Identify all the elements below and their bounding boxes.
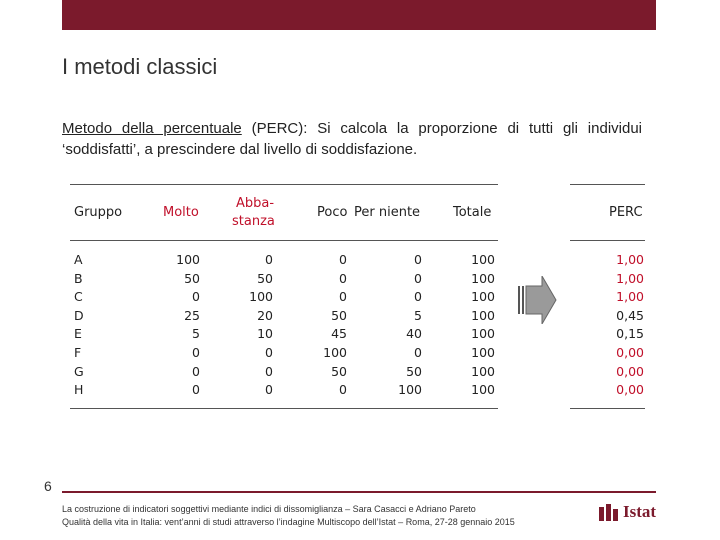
table-bottom-rule	[70, 408, 498, 409]
header-molto: Molto	[163, 205, 199, 220]
cell-abbastanza: 0	[265, 345, 273, 360]
description-line2: individui ‘soddisfatti’, a prescindere dal livello di soddisfazione.	[62, 120, 642, 158]
cell-gruppo: H	[74, 382, 84, 398]
cell-gruppo: E	[74, 326, 82, 342]
header-perc: PERC	[609, 205, 643, 220]
table-top-rule	[70, 184, 498, 185]
header-per-niente: Per niente	[354, 205, 421, 220]
cell-totale: 100	[471, 270, 495, 286]
cell-abbastanza: 20	[257, 307, 273, 323]
cell-abbastanza: 50	[257, 270, 273, 286]
cell-gruppo: A	[74, 252, 83, 267]
cell-totale: 100	[471, 252, 495, 267]
header-gruppo: Gruppo	[74, 205, 123, 220]
istat-logo-icon	[599, 503, 619, 521]
cell-poco: 50	[331, 307, 347, 323]
cell-totale: 100	[471, 382, 495, 398]
cell-poco: 0	[339, 289, 347, 305]
description-paragraph	[62, 118, 642, 160]
perc-bottom-rule	[570, 408, 645, 409]
cell-poco: 0	[339, 270, 347, 286]
perc-value: 0,45	[616, 307, 644, 323]
cell-abbastanza: 0	[265, 363, 273, 379]
header-abbastanza-2: stanza	[232, 214, 275, 229]
cell-poco: 0	[339, 382, 347, 398]
cell-abbastanza: 0	[265, 382, 273, 398]
cell-molto: 25	[184, 307, 200, 323]
cell-per-niente: 0	[414, 252, 422, 267]
cell-poco: 45	[331, 326, 347, 342]
cell-molto: 0	[192, 345, 200, 360]
right-arrow-icon	[518, 276, 558, 324]
cell-totale: 100	[471, 289, 495, 305]
cell-gruppo: G	[74, 363, 84, 379]
cell-totale: 100	[471, 345, 495, 360]
cell-molto: 0	[192, 382, 200, 398]
perc-value: 0,00	[616, 345, 644, 360]
perc-header-rule	[570, 240, 645, 241]
perc-top-rule	[570, 184, 645, 185]
cell-gruppo: F	[74, 345, 82, 360]
cell-per-niente: 40	[406, 326, 422, 342]
table-header-rule	[70, 240, 498, 241]
cell-gruppo: D	[74, 307, 84, 323]
cell-per-niente: 0	[414, 270, 422, 286]
cell-gruppo: B	[74, 270, 83, 286]
cell-molto: 5	[192, 326, 200, 342]
cell-totale: 100	[471, 326, 495, 342]
description-line1: (PERC): Si calcola la proporzione di tutti gli	[241, 120, 578, 137]
cell-poco: 100	[323, 345, 347, 360]
cell-totale: 100	[471, 307, 495, 323]
perc-value: 0,15	[616, 326, 644, 342]
header-totale: Totale	[453, 205, 492, 220]
cell-poco: 0	[339, 252, 347, 267]
header-poco: Poco	[317, 205, 348, 220]
cell-per-niente: 0	[414, 289, 422, 305]
cell-abbastanza: 0	[265, 252, 273, 267]
footer-line2: Qualità della vita in Italia: vent’anni di studi attraverso l’indagine Multiscopo dell’Istat – Roma, 27-28 gennaio 2015	[62, 517, 515, 527]
logo-text: Istat	[623, 502, 657, 521]
cell-poco: 50	[331, 363, 347, 379]
perc-value: 1,00	[616, 289, 644, 305]
slide-title: I metodi classici	[62, 54, 218, 79]
cell-per-niente: 100	[398, 382, 422, 398]
cell-per-niente: 0	[414, 345, 422, 360]
cell-totale: 100	[471, 363, 495, 379]
perc-value: 0,00	[616, 382, 644, 398]
header-bar	[62, 0, 656, 30]
cell-gruppo: C	[74, 289, 83, 305]
cell-molto: 0	[192, 289, 200, 305]
footer-text	[62, 503, 515, 529]
footer-line1: La costruzione di indicatori soggettivi mediante indici di dissomiglianza – Sara Casacci e Adriano Pareto	[62, 504, 476, 514]
method-name: Metodo della percentuale	[62, 120, 242, 137]
perc-value: 1,00	[616, 270, 644, 286]
cell-molto: 100	[176, 252, 200, 267]
header-abbastanza-1: Abba-	[236, 196, 275, 211]
footer-rule	[62, 491, 656, 493]
perc-value: 1,00	[616, 252, 644, 267]
cell-per-niente: 5	[414, 307, 422, 323]
cell-per-niente: 50	[406, 363, 422, 379]
cell-molto: 0	[192, 363, 200, 379]
istat-logo	[599, 502, 656, 522]
cell-abbastanza: 100	[249, 289, 273, 305]
page-number: 6	[44, 478, 52, 494]
cell-molto: 50	[184, 270, 200, 286]
perc-value: 0,00	[616, 363, 644, 379]
cell-abbastanza: 10	[257, 326, 273, 342]
